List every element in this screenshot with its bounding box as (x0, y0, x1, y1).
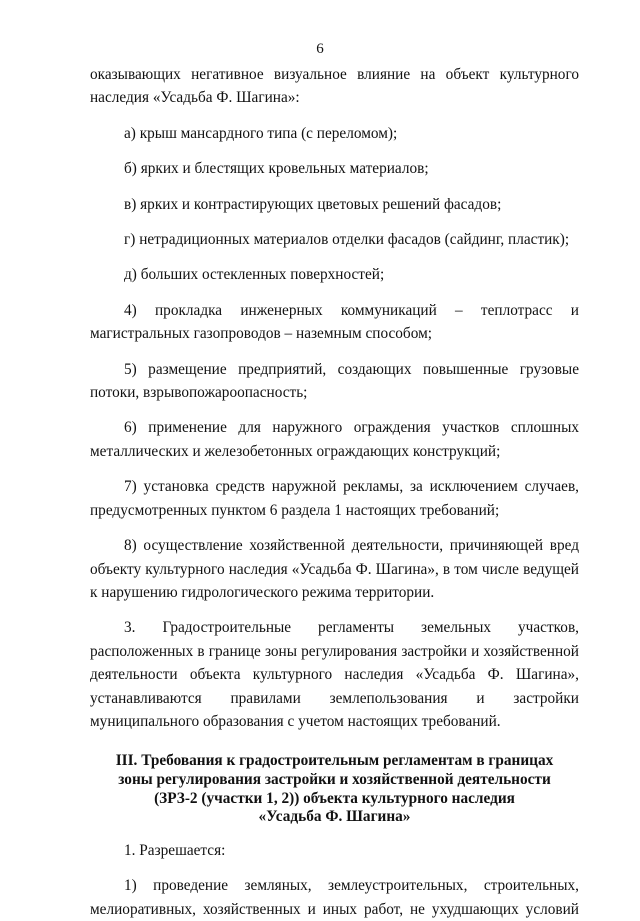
paragraph: 3. Градостроительные регламенты земельных участков, расположенных в границе зоны регулирования застройки и хозяйственной деятельности объекта культурного наследия «Усадьба Ф. Шагина», устанавливаются правилами землепользования и застройки муниципального образования с учетом настоящих требований. (90, 619, 579, 730)
paragraph: 7) установка средств наружной рекламы, за исключением случаев, предусмотренных пунктом 6 раздела 1 настоящих требований; (90, 478, 579, 519)
paragraph: г) нетрадиционных материалов отделки фасадов (сайдинг, пластик); (124, 231, 570, 249)
document-body (90, 63, 579, 921)
paragraph: 1) проведение земляных, землеустроительных, строительных, мелиоративных, хозяйственных и иных работ, не ухудшающих условий (90, 877, 579, 918)
section-heading-line: III. Требования к градостроительным регламентам в границах (115, 752, 554, 770)
section-heading-line: «Усадьба Ф. Шагина» (258, 808, 411, 826)
paragraph: оказывающих негативное визуальное влияние на объект культурного наследия «Усадьба Ф. Шагина»: (90, 66, 579, 107)
paragraph: 8) осуществление хозяйственной деятельности, причиняющей вред объекту культурного наследия «Усадьба Ф. Шагина», в том числе ведущей к нарушению гидрологического режима территории. (90, 537, 579, 601)
section-heading (90, 752, 579, 826)
paragraph: в) ярких и контрастирующих цветовых решений фасадов; (124, 195, 502, 213)
paragraph: 5) размещение предприятий, создающих повышенные грузовые потоки, взрывопожароопасность; (90, 360, 579, 402)
paragraph: д) больших остекленных поверхностей; (124, 266, 385, 284)
section-heading-line: зоны регулирования застройки и хозяйственной деятельности (118, 770, 551, 788)
section-heading-line: (ЗРЗ-2 (участки 1, 2)) объекта культурного наследия (154, 789, 515, 807)
paragraph: б) ярких и блестящих кровельных материалов; (124, 160, 429, 178)
paragraph-group-top (90, 63, 579, 733)
page-number: 6 (316, 41, 324, 57)
paragraph: 4) прокладка инженерных коммуникаций – теплотрасс и магистральных газопроводов – наземным способом; (90, 301, 579, 343)
paragraph-group-bottom (90, 839, 579, 921)
paragraph: а) крыш мансардного типа (с переломом); (124, 124, 398, 142)
paragraph: 1. Разрешается: (124, 841, 226, 859)
paragraph: 6) применение для наружного ограждения участков сплошных металлических и железобетонных ограждающих конструкций; (90, 419, 579, 460)
